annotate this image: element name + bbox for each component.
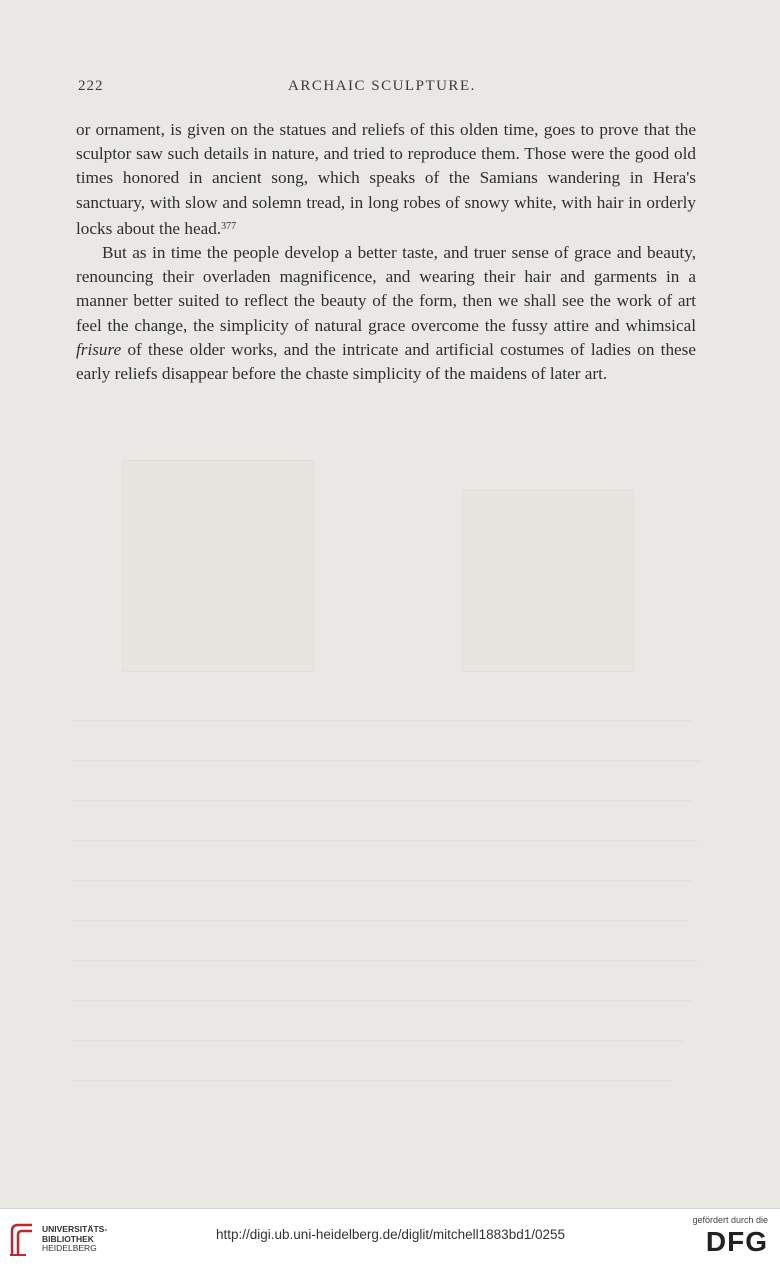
bleed-through-plate-right [462, 490, 634, 672]
bleed-through-line [72, 800, 692, 802]
library-name-line-2: BIBLIOTHEK [42, 1233, 94, 1244]
bleed-through-line [72, 840, 697, 842]
viewer-footer [0, 1208, 780, 1266]
footnote-reference[interactable]: 377 [221, 220, 237, 232]
library-name-line-3: HEIDELBERG [42, 1243, 97, 1253]
bleed-through-line [72, 960, 697, 962]
bleed-through-line [72, 720, 692, 722]
bleed-through-line [72, 1000, 692, 1002]
bleed-through-plate-left [122, 460, 314, 672]
bleed-through-line [72, 1040, 682, 1042]
bleed-through-line [72, 880, 692, 882]
page-header [78, 78, 692, 100]
italic-term: frisure [76, 339, 122, 359]
library-emblem-icon [8, 1221, 36, 1257]
running-title: ARCHAIC SCULPTURE. [288, 78, 476, 94]
dfg-logo[interactable] [688, 1215, 768, 1261]
permalink[interactable]: http://digi.ub.uni-heidelberg.de/diglit/mitchell1883bd1/0255 [216, 1227, 565, 1242]
paragraph-1 [76, 118, 696, 241]
bleed-through-line [72, 920, 687, 922]
body-text [76, 118, 696, 386]
funding-label: gefördert durch die [692, 1215, 768, 1225]
page-number: 222 [78, 78, 104, 94]
paragraph-2 [76, 241, 696, 386]
paragraph-1-text: or ornament, is given on the statues and reliefs of this olden time, goes to prove that the sculptor saw such details in nature, and tried to reproduce them. Those were the good old times honored in ancient song, which speaks of the Samians wandering in Hera's sanctuary, with slow and solemn tread, in long robes of snowy white, with hair in orderly locks about the head. [76, 120, 696, 238]
bleed-through-line [72, 1080, 672, 1082]
paragraph-2-text-start: But as in time the people develop a better taste, and truer sense of grace and beauty, renouncing their overladen magnificence, and wearing their hair and garments in a manner better suited to reflect the beauty of the form, then we shall see the work of art feel the change, the simplicity of natural grace overcome the fussy attire and whimsical [76, 243, 696, 335]
paragraph-2-text-end: of these older works, and the intricate and artificial costumes of ladies on these early reliefs disappear before the chaste simplicity of the maidens of later art. [76, 339, 696, 384]
library-logo[interactable] [8, 1219, 138, 1261]
library-name-line-1: UNIVERSITÄTS- [42, 1224, 108, 1234]
bleed-through-line [72, 760, 702, 762]
dfg-mark: DFG [705, 1226, 768, 1257]
library-name [42, 1225, 107, 1254]
bleed-through-shadow [72, 420, 712, 1200]
